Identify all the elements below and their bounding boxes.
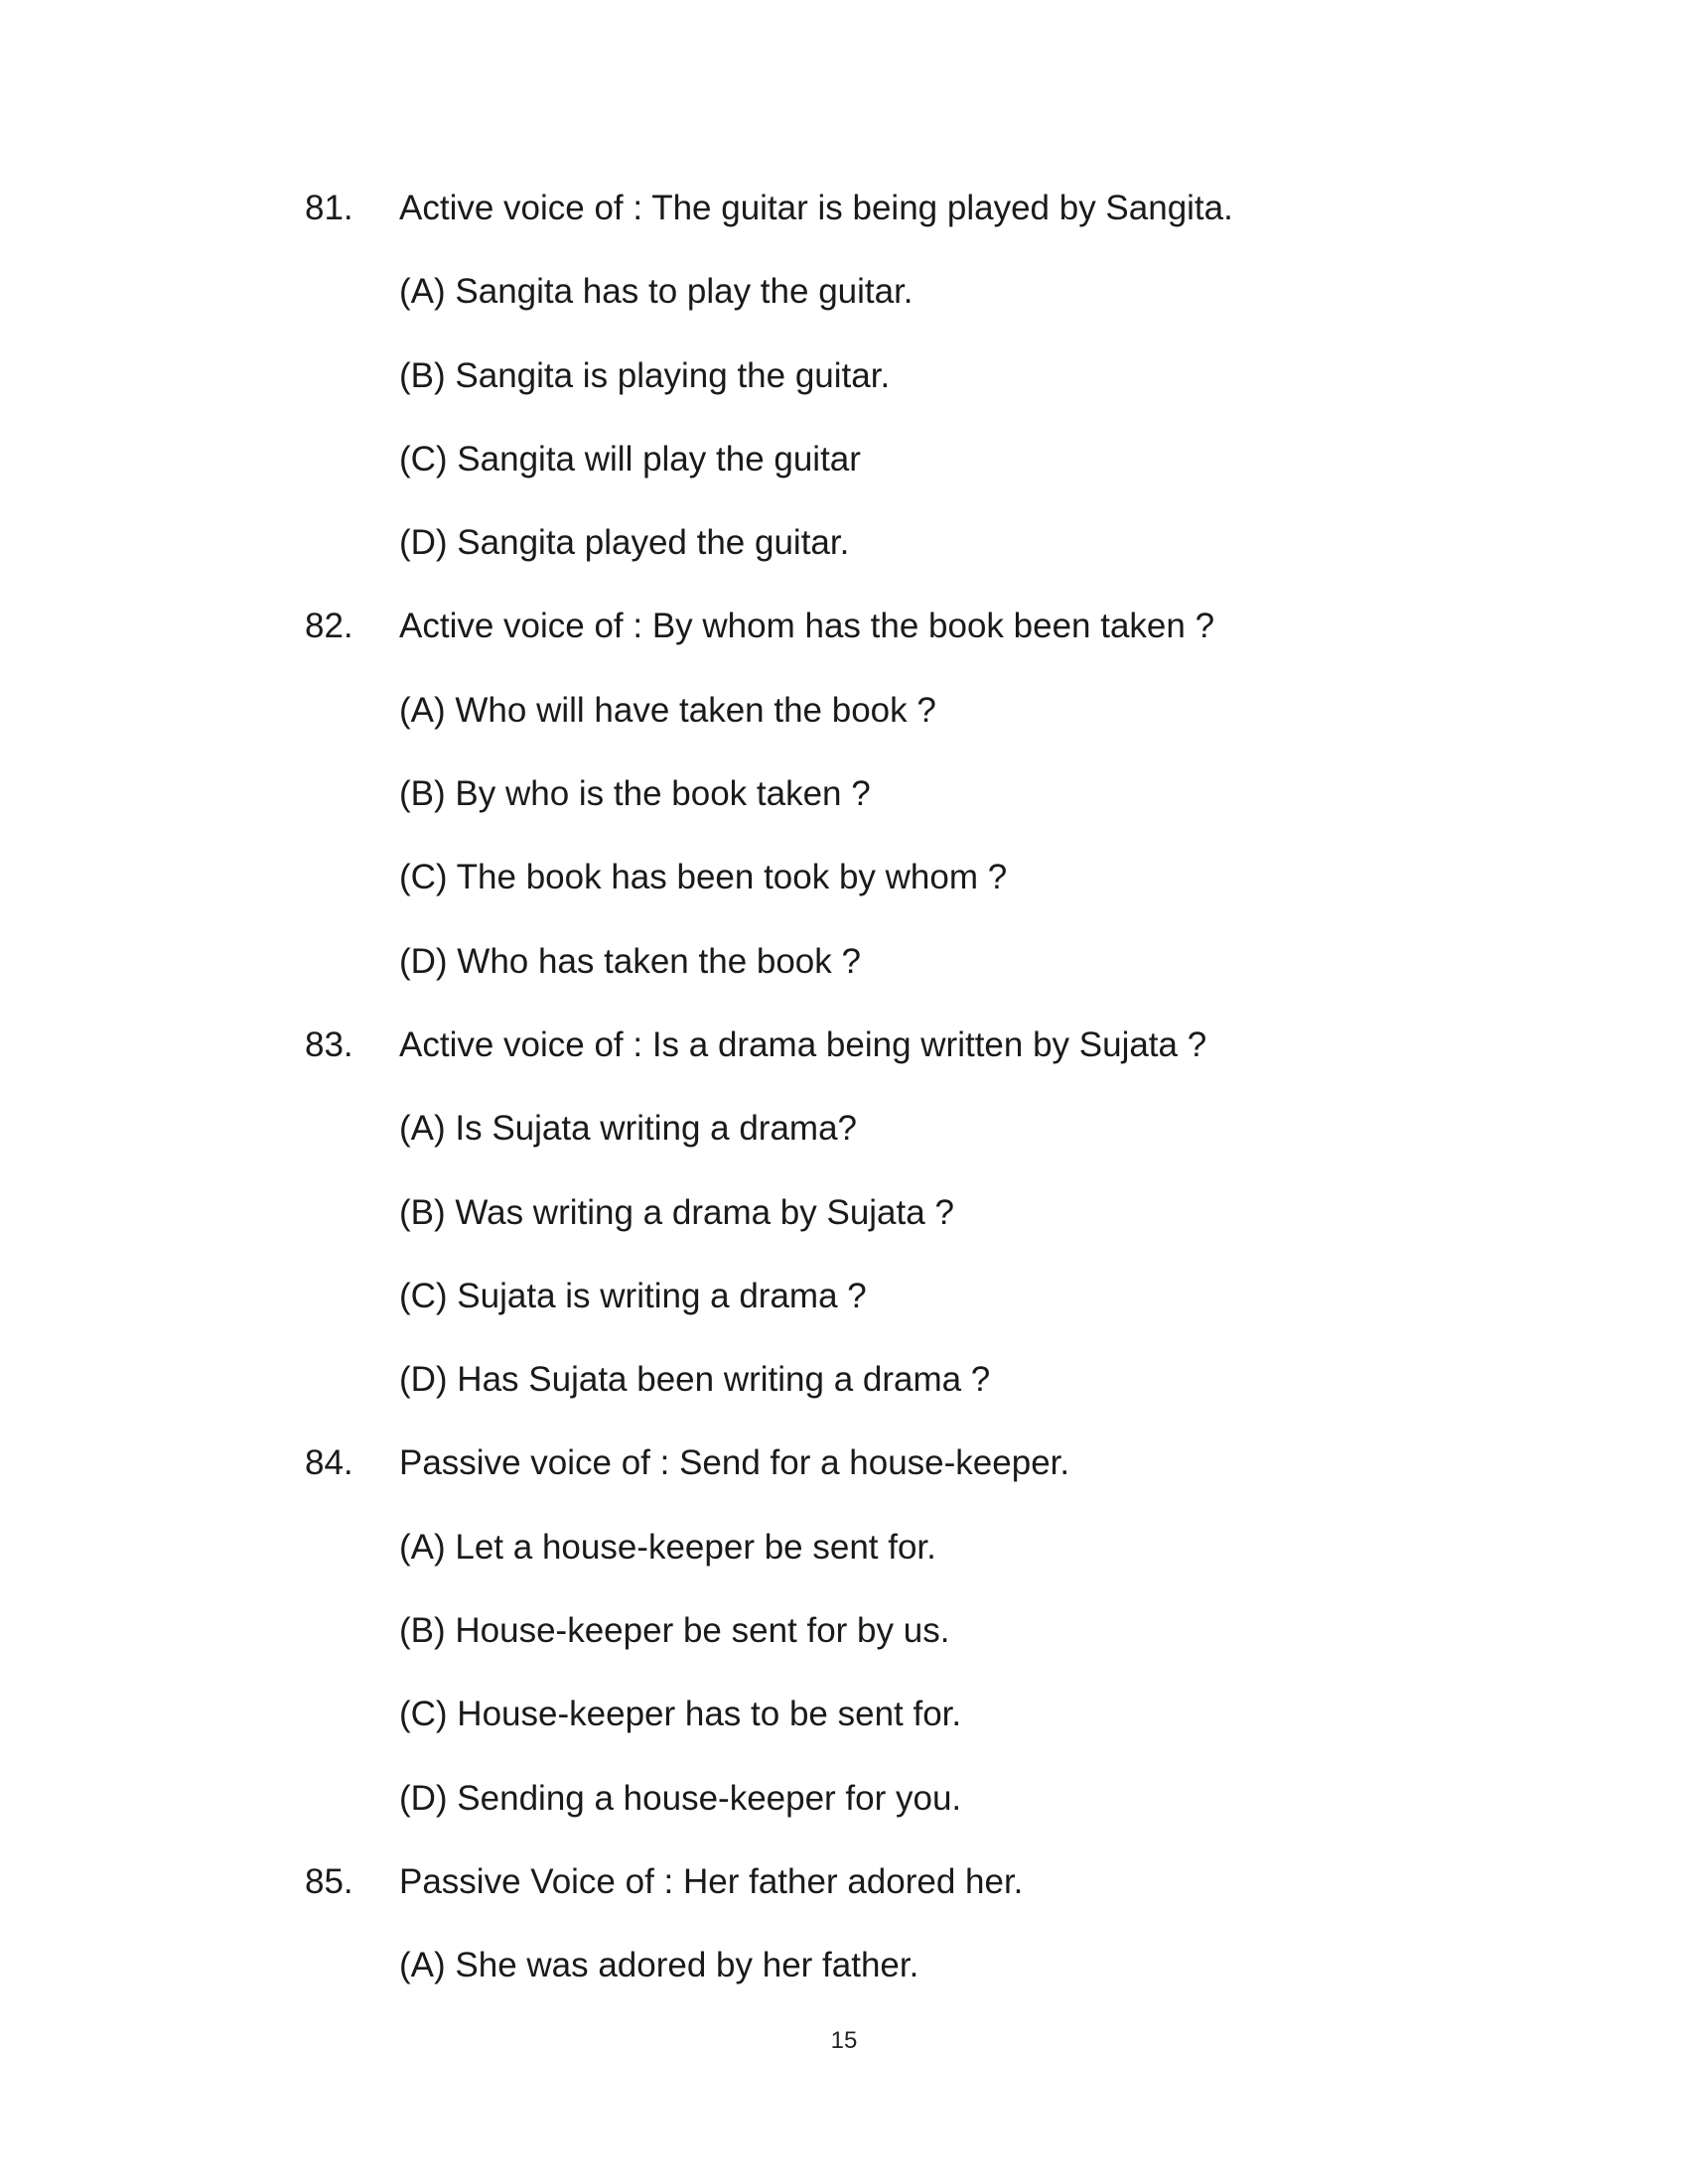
option-row <box>0 920 1688 1004</box>
option-row <box>0 501 1688 585</box>
option-row <box>0 1338 1688 1422</box>
answer-option: (B) Was writing a drama by Sujata ? <box>399 1192 954 1232</box>
question-list <box>0 167 1688 2008</box>
question-number: 81. <box>305 189 353 227</box>
question <box>0 1422 1688 1505</box>
option-row <box>0 1087 1688 1170</box>
question-number: 84. <box>305 1443 353 1483</box>
question-text: Passive Voice of : Her father adored her. <box>399 1861 1024 1901</box>
question-text: Active voice of : By whom has the book been taken ? <box>399 607 1215 646</box>
option-row <box>0 1757 1688 1841</box>
answer-option: (A) Is Sujata writing a drama? <box>399 1109 858 1149</box>
option-row <box>0 1673 1688 1756</box>
option-row <box>0 752 1688 836</box>
answer-option: (A) She was adored by her father. <box>399 1946 919 1985</box>
option-row <box>0 669 1688 752</box>
question <box>0 167 1688 250</box>
question-text: Active voice of : The guitar is being played by Sangita. <box>399 189 1233 227</box>
answer-option: (A) Who will have taken the book ? <box>399 690 936 730</box>
option-row <box>0 418 1688 501</box>
question <box>0 1841 1688 1924</box>
page-number: 15 <box>830 2027 858 2054</box>
option-row <box>0 1924 1688 2007</box>
option-row <box>0 335 1688 418</box>
question-text: Passive voice of : Send for a house-keeper. <box>399 1443 1070 1483</box>
question-number: 83. <box>305 1024 353 1064</box>
question-number: 82. <box>305 607 353 646</box>
answer-option: (C) The book has been took by whom ? <box>399 858 1008 897</box>
answer-option: (B) House-keeper be sent for by us. <box>399 1611 950 1651</box>
answer-option: (B) By who is the book taken ? <box>399 774 871 814</box>
answer-option: (C) Sangita will play the guitar <box>399 439 861 478</box>
question-text: Active voice of : Is a drama being written by Sujata ? <box>399 1024 1207 1064</box>
answer-option: (D) Sending a house-keeper for you. <box>399 1778 962 1818</box>
question-number: 85. <box>305 1861 353 1901</box>
answer-option: (A) Sangita has to play the guitar. <box>399 272 914 312</box>
option-row <box>0 836 1688 919</box>
answer-option: (D) Sangita played the guitar. <box>399 523 850 563</box>
option-row <box>0 1506 1688 1589</box>
answer-option: (A) Let a house-keeper be sent for. <box>399 1527 936 1567</box>
answer-option: (B) Sangita is playing the guitar. <box>399 355 891 395</box>
question <box>0 1004 1688 1087</box>
answer-option: (C) House-keeper has to be sent for. <box>399 1695 962 1734</box>
answer-option: (D) Has Sujata been writing a drama ? <box>399 1360 991 1400</box>
option-row <box>0 1171 1688 1255</box>
answer-option: (D) Who has taken the book ? <box>399 941 861 981</box>
option-row <box>0 1255 1688 1338</box>
question <box>0 585 1688 668</box>
answer-option: (C) Sujata is writing a drama ? <box>399 1276 867 1315</box>
option-row <box>0 1589 1688 1673</box>
option-row <box>0 250 1688 334</box>
